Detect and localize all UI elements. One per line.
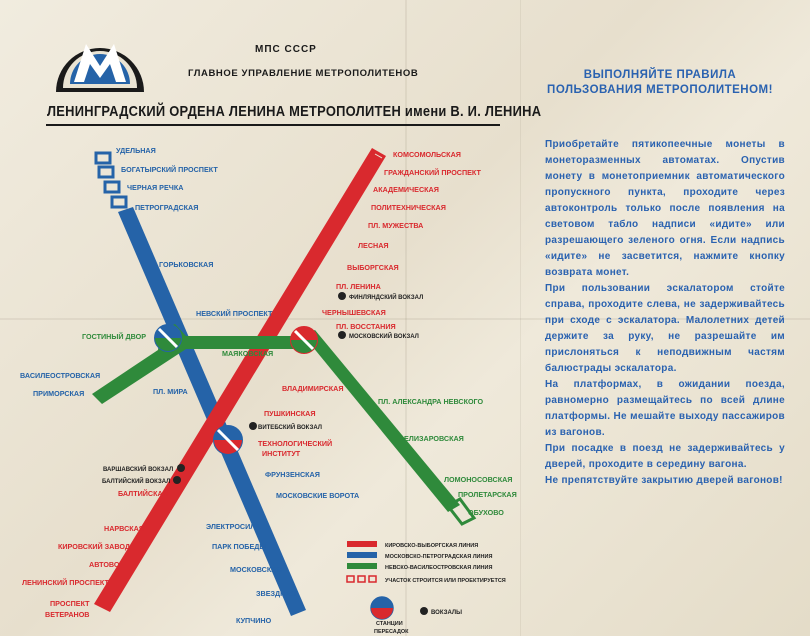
station-label: ФРУНЗЕНСКАЯ: [265, 470, 320, 479]
railway-station-icon: [177, 464, 185, 472]
legend-label: МОСКОВСКО-ПЕТРОГРАДСКАЯ ЛИНИЯ: [385, 554, 493, 560]
metro-map: [0, 140, 540, 636]
directorate-label: ГЛАВНОЕ УПРАВЛЕНИЕ МЕТРОПОЛИТЕНОВ: [188, 68, 419, 79]
legend-swatch-blue: [347, 552, 377, 558]
station-label: ГОСТИНЫЙ ДВОР: [82, 332, 147, 341]
station-label: МАЯКОВСКАЯ: [222, 349, 274, 358]
station-label: ПЛ. ВОССТАНИЯ: [336, 322, 396, 331]
station-label: ЛОМОНОСОВСКАЯ: [444, 475, 513, 484]
station-label: ВАРШАВСКИЙ ВОКЗАЛ: [103, 467, 174, 473]
ministry-label: МПС СССР: [255, 44, 317, 55]
station-label: КИРОВСКИЙ ЗАВОД: [58, 542, 130, 551]
station-label: ПАРК ПОБЕДЫ: [212, 542, 267, 551]
station-label: ФИНЛЯНДСКИЙ ВОКЗАЛ: [349, 295, 424, 301]
station-label: ЛЕНИНСКИЙ ПРОСПЕКТ: [22, 578, 109, 587]
rules-paragraph: Приобретайте пятикопеечные монеты в монетоpазменных автоматах. Опустив монету в монетоприемник автоматического пропускного пункта, проходите через автоконтроль только после появления на световом табло надписи «идите» или разрешающего зеленого огня. Если надпись «идите» не засветится, нажмите кнопку возврата монет.: [545, 139, 785, 278]
railway-station-icon: [338, 331, 346, 339]
station-label: ЧЕРНЫШЕВСКАЯ: [322, 308, 386, 317]
station-label: ПЛ. МУЖЕСТВА: [368, 221, 424, 230]
rules-paragraph: При посадке в поезд не задерживайтесь у дверей, проходите в середину вагона.: [545, 443, 785, 470]
transfer-nevsky: [155, 325, 181, 351]
station-label: УДЕЛЬНАЯ: [116, 146, 156, 155]
station-label: ТЕХНОЛОГИЧЕСКИЙ: [258, 439, 333, 448]
station-label: ОБУХОВО: [468, 508, 504, 517]
station-label: ЗВЕЗДНАЯ: [256, 589, 296, 598]
station-label: ЛЕСНАЯ: [358, 241, 389, 250]
station-label: ПРИМОРСКАЯ: [33, 389, 85, 398]
railway-station-icon: [420, 607, 428, 615]
station-label: КОМСОМОЛЬСКАЯ: [393, 150, 461, 159]
rules-paragraph: При пользовании эскалатором стойте справа, проходите слева, не задерживайтесь при сходе с эскалатора. Малолетних детей держите за руку, не разрешайте им прислоняться к неподвижным частям балюстрады эскалатора.: [545, 283, 785, 374]
station-label: КУПЧИНО: [236, 616, 272, 625]
legend-label: НЕВСКО-ВАСИЛЕОСТРОВСКАЯ ЛИНИЯ: [385, 565, 493, 571]
station-label: НАРВСКАЯ: [104, 524, 145, 533]
station-label: ЕЛИЗАРОВСКАЯ: [404, 434, 464, 443]
railway-station-icon: [173, 476, 181, 484]
metro-logo-icon: [52, 30, 148, 96]
legend-label: КИРОВСКО-ВЫБОРГСКАЯ ЛИНИЯ: [385, 543, 479, 549]
station-label: ВИТЕБСКИЙ ВОКЗАЛ: [258, 425, 322, 431]
station-label: ВЛАДИМИРСКАЯ: [282, 384, 344, 393]
station-label: ПЛ. АЛЕКСАНДРА НЕВСКОГО: [378, 397, 484, 406]
station-label: ПРОЛЕТАРСКАЯ: [458, 490, 517, 499]
rules-paragraph: Не препятствуйте закрытию дверей вагонов!: [545, 475, 783, 486]
station-label: ВЕТЕРАНОВ: [45, 610, 90, 619]
legend-label: УЧАСТОК СТРОИТСЯ ИЛИ ПРОЕКТИРУЕТСЯ: [385, 578, 506, 584]
station-label: ВЫБОРГСКАЯ: [347, 263, 399, 272]
station-label: ПЛ. ЛЕНИНА: [336, 282, 381, 291]
station-label: БАЛТИЙСКИЙ ВОКЗАЛ: [102, 479, 171, 485]
rules-text: [545, 137, 785, 489]
station-label: ИНСТИТУТ: [262, 449, 301, 458]
legend-swatch-green: [347, 563, 377, 569]
station-label: ПЕТРОГРАДСКАЯ: [135, 203, 199, 212]
legend-label: ПЕРЕСАДОК: [374, 629, 409, 635]
station-label: АКАДЕМИЧЕСКАЯ: [373, 185, 439, 194]
station-label: ГОРЬКОВСКАЯ: [159, 260, 214, 269]
page-title: ЛЕНИНГРАДСКИЙ ОРДЕНА ЛЕНИНА МЕТРОПОЛИТЕН имени В. И. ЛЕНИНА: [47, 103, 542, 120]
map-legend: [347, 541, 506, 635]
railway-station-icon: [249, 422, 257, 430]
station-label: МОСКОВСКИЙ ВОКЗАЛ: [349, 334, 419, 340]
rules-title: ВЫПОЛНЯЙТЕ ПРАВИЛА ПОЛЬЗОВАНИЯ МЕТРОПОЛИТЕНОМ!: [547, 69, 773, 96]
station-label: ПОЛИТЕХНИЧЕСКАЯ: [371, 203, 446, 212]
legend-label: СТАНЦИИ: [376, 621, 403, 627]
station-label: БОГАТЫРСКИЙ ПРОСПЕКТ: [121, 165, 218, 174]
title-underline: [46, 124, 500, 126]
station-label: ЧЕРНАЯ РЕЧКА: [127, 183, 184, 192]
station-label: АВТОВО: [89, 560, 120, 569]
station-label: ПУШКИНСКАЯ: [264, 409, 316, 418]
railway-station-icon: [338, 292, 346, 300]
station-label: ПЛ. МИРА: [153, 387, 188, 396]
station-label: ВАСИЛЕОСТРОВСКАЯ: [20, 371, 101, 380]
legend-label: ВОКЗАЛЫ: [431, 610, 462, 616]
legend-swatch-red: [347, 541, 377, 547]
station-label: МОСКОВСКАЯ: [230, 565, 282, 574]
station-label: МОСКОВСКИЕ ВОРОТА: [276, 491, 360, 500]
station-label: НЕВСКИЙ ПРОСПЕКТ: [196, 309, 273, 318]
rules-paragraph: На платформах, в ожидании поезда, равномерно размещайтесь по всей длине платформы. Не мешайте выходу пассажиров из вагонов.: [545, 379, 785, 438]
station-label: ЭЛЕКТРОСИЛА: [206, 522, 261, 531]
transfer-vosstaniya: [291, 327, 317, 353]
station-label: ПРОСПЕКТ: [50, 599, 90, 608]
station-label: БАЛТИЙСКАЯ: [118, 489, 168, 498]
transfer-tekhnologichesky: [214, 426, 242, 454]
station-label: ГРАЖДАНСКИЙ ПРОСПЕКТ: [384, 168, 481, 177]
